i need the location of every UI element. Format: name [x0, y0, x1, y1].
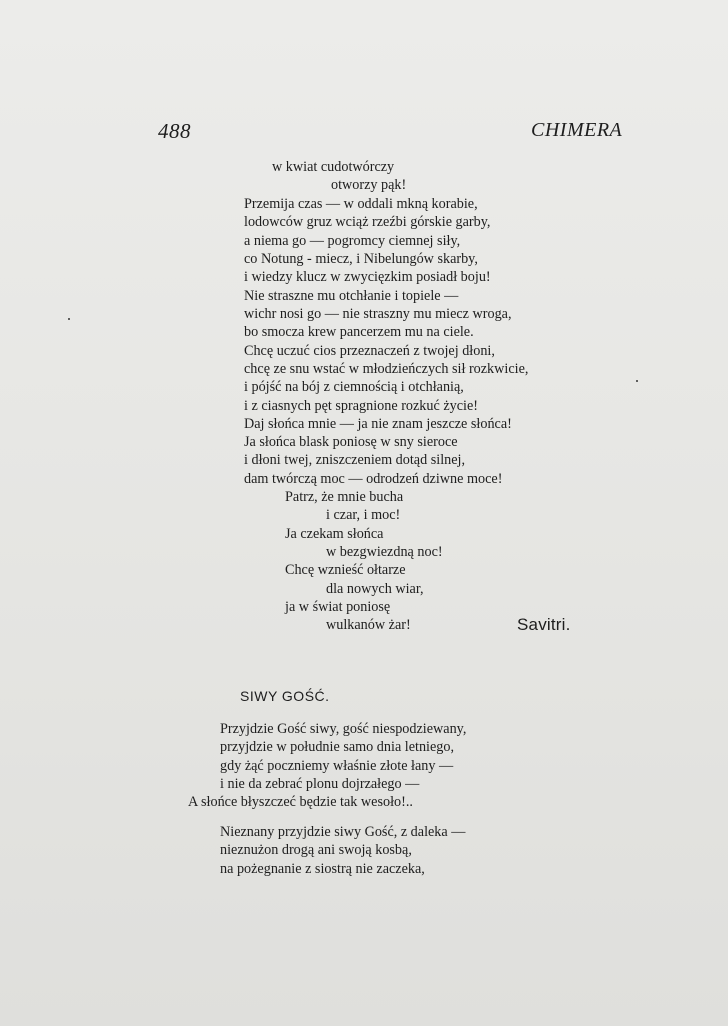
poem-line: i wiedzy klucz w zwycięzkim posiadł boju! [244, 269, 491, 285]
poem-line: lodowców gruz wciąż rzeźbi górskie garby, [244, 214, 491, 230]
poem-title: SIWY GOŚĆ. [240, 688, 330, 704]
poem-line: Przyjdzie Gość siwy, gość niespodziewany, [220, 721, 467, 737]
poem-line: Przemija czas — w oddali mkną korabie, [244, 196, 478, 212]
poem-line: chcę ze snu wstać w młodzieńczych sił rozkwicie, [244, 361, 529, 377]
poem-line: gdy żąć poczniemy właśnie złote łany — [220, 758, 454, 774]
poem-line: przyjdzie w południe samo dnia letniego, [220, 739, 455, 755]
poem-line: Daj słońca mnie — ja nie znam jeszcze słońca! [244, 416, 512, 432]
poem-line: na pożegnanie z siostrą nie zaczeka, [220, 861, 425, 877]
poem-line: w kwiat cudotwórczy [272, 159, 395, 175]
poem-line: a niema go — pogromcy ciemnej siły, [244, 233, 461, 249]
poem-line: i czar, i moc! [326, 507, 401, 523]
page-number: 488 [158, 119, 191, 143]
poem-line: i z ciasnych pęt spragnione rozkuć życie! [244, 398, 478, 414]
poem-line: dla nowych wiar, [326, 581, 424, 597]
poem-line: ja w świat poniosę [285, 599, 391, 615]
poem-line: dam twórczą moc — odrodzeń dziwne moce! [244, 471, 503, 487]
poem-line: Nieznany przyjdzie siwy Gość, z daleka — [220, 824, 466, 840]
poem-line: i nie da zebrać plonu dojrzałego — [220, 776, 420, 792]
poem-line: Ja słońca blask poniosę w sny sieroce [244, 434, 458, 450]
poem-line: A słońce błyszczeć będzie tak wesoło!.. [188, 794, 413, 810]
poem-line: wulkanów żar! [326, 617, 411, 633]
author-signature: Savitri. [517, 615, 571, 634]
paper-speck [68, 318, 70, 320]
running-title: CHIMERA [531, 119, 623, 141]
poem-line: bo smocza krew pancerzem mu na ciele. [244, 324, 474, 340]
poem-line: nieznużon drogą ani swoją kosbą, [220, 842, 412, 858]
paper-speck [636, 380, 638, 382]
poem-line: Ja czekam słońca [285, 526, 384, 542]
poem-line: Patrz, że mnie bucha [285, 489, 404, 505]
poem-line: i dłoni twej, zniszczeniem dotąd silnej, [244, 452, 466, 468]
poem-line: Nie straszne mu otchłanie i topiele — [244, 288, 459, 304]
poem-line: co Notung - miecz, i Nibelungów skarby, [244, 251, 478, 267]
poem-line: otworzy pąk! [331, 177, 407, 193]
poem-line: i pójść na bój z ciemnością i otchłanią, [244, 379, 464, 395]
poem-line: wichr nosi go — nie straszny mu miecz wroga, [244, 306, 512, 322]
poem-line: Chcę wznieść ołtarze [285, 562, 406, 578]
poem-line: w bezgwiezdną noc! [326, 544, 443, 560]
poem-line: Chcę uczuć cios przeznaczeń z twojej dłoni, [244, 343, 495, 359]
